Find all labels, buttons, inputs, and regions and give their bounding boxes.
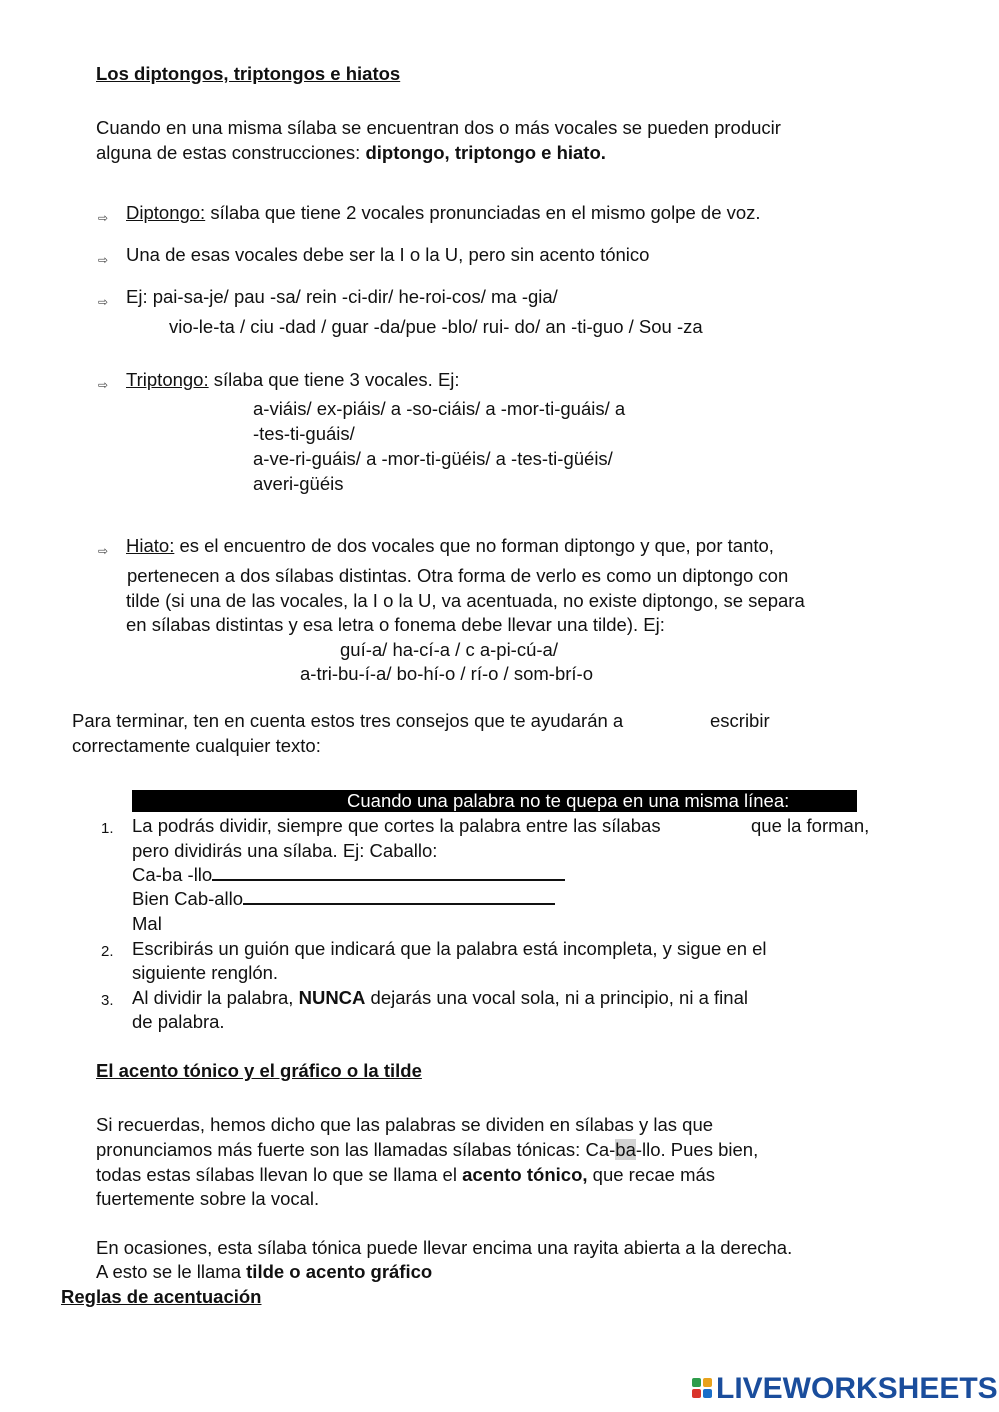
consejo-1-example-2 [132, 886, 555, 911]
intro-bold-terms: diptongo, triptongo e hiato. [365, 142, 606, 163]
highlight-bar [132, 790, 857, 812]
diptongo-def: sílaba que tiene 2 vocales pronunciadas en el mismo golpe de voz. [205, 202, 761, 223]
section-title-reglas: Reglas de acentuación [61, 1286, 262, 1307]
intro-text: alguna de estas construcciones: [96, 142, 366, 163]
arrow-bullet-icon: ⇨ [98, 211, 109, 225]
arrow-bullet-icon: ⇨ [98, 295, 109, 309]
hiato-example-1: guí-a/ ha-cí-a / c a-pi-cú-a/ [340, 639, 558, 660]
acento-p2-line-1: En ocasiones, esta sílaba tónica puede llevar encima una rayita abierta a la derecha. [96, 1237, 793, 1258]
consejo-3-bold: NUNCA [298, 987, 366, 1008]
acento-text: pronunciamos más fuerte son las llamadas sílabas tónicas: Ca- [96, 1139, 616, 1160]
triptongo-example-3: a-ve-ri-guáis/ a -mor-ti-güéis/ a -tes-ti-güéis/ [253, 448, 613, 469]
answer-blank-1[interactable] [212, 863, 565, 881]
hiato-line-2: pertenecen a dos sílabas distintas. Otra forma de verlo es como un diptongo con [127, 565, 789, 586]
acento-p1-line-4: fuertemente sobre la vocal. [96, 1188, 320, 1209]
liveworksheets-logo [692, 1372, 998, 1404]
triptongo-def: sílaba que tiene 3 vocales. Ej: [208, 369, 460, 390]
hiato-line-3: tilde (si una de las vocales, la I o la U, va acentuada, no existe diptongo, se separa [126, 590, 805, 611]
list-number-1: 1. [101, 820, 114, 837]
hiato-def: es el encuentro de dos vocales que no forman diptongo y que, por tanto, [174, 535, 774, 556]
consejos-intro-1a: Para terminar, ten en cuenta estos tres consejos que te ayudarán a [72, 710, 624, 731]
hiato-term: Hiato: [126, 535, 175, 556]
triptongo-definition [126, 367, 460, 392]
triptongo-example-1: a-viáis/ ex-piáis/ a -so-ciáis/ a -mor-ti-guáis/ a [253, 398, 626, 419]
triptongo-term: Triptongo: [126, 369, 209, 390]
diptongo-rule: Una de esas vocales debe ser la I o la U, pero sin acento tónico [126, 244, 650, 265]
list-number-3: 3. [101, 992, 114, 1009]
diptongo-definition [126, 200, 761, 225]
hiato-definition [126, 533, 774, 558]
highlighted-syllable: ba [615, 1139, 636, 1160]
diptongo-examples-2: vio-le-ta / ciu -dad / guar -da/pue -blo/ rui- do/ an -ti-guo / Sou -za [169, 316, 703, 337]
hiato-example-2: a-tri-bu-í-a/ bo-hí-o / rí-o / som-brí-o [300, 663, 593, 684]
consejo-1-line-1a: La podrás dividir, siempre que cortes la palabra entre las sílabas [132, 815, 661, 836]
consejo-1-example-3: Mal [132, 913, 162, 934]
intro-line-2 [96, 140, 606, 165]
consejo-2-line-1: Escribirás un guión que indicará que la palabra está incompleta, y sigue en el [132, 938, 767, 959]
example-text: Bien Cab-allo [132, 888, 244, 909]
acento-text: que recae más [587, 1164, 716, 1185]
triptongo-example-2: -tes-ti-guáis/ [253, 423, 355, 444]
liveworksheets-logo-text: LIVEWORKSHEETS [716, 1371, 998, 1405]
logo-square [703, 1389, 712, 1398]
acento-bold-term: acento tónico, [462, 1164, 588, 1185]
consejo-1-line-1b: que la forman, [751, 815, 870, 836]
logo-square [703, 1378, 712, 1387]
page-title: Los diptongos, triptongos e hiatos [96, 63, 401, 84]
consejo-3-text: Al dividir la palabra, [132, 987, 299, 1008]
acento-p1-line-3 [96, 1162, 715, 1187]
diptongo-term: Diptongo: [126, 202, 206, 223]
consejos-intro-2: correctamente cualquier texto: [72, 735, 321, 756]
arrow-bullet-icon: ⇨ [98, 253, 109, 267]
acento-text: -llo. Pues bien, [635, 1139, 759, 1160]
acento-p1-line-2 [96, 1137, 758, 1162]
acento-bold-term: tilde o acento gráfico [246, 1261, 433, 1282]
acento-p1-line-1: Si recuerdas, hemos dicho que las palabras se dividen en sílabas y las que [96, 1114, 714, 1135]
highlight-bar-text: Cuando una palabra no te quepa en una misma línea: [347, 790, 790, 811]
consejo-1-line-2: pero dividirás una sílaba. Ej: Caballo: [132, 840, 438, 861]
section-title-acento: El acento tónico y el gráfico o la tilde [96, 1060, 422, 1081]
intro-line-1: Cuando en una misma sílaba se encuentran dos o más vocales se pueden producir [96, 117, 781, 138]
triptongo-example-4: averi-güéis [253, 473, 344, 494]
acento-p2-line-2 [96, 1259, 432, 1284]
consejo-1-example-1 [132, 862, 565, 887]
consejo-3-line-1 [132, 985, 748, 1010]
liveworksheets-mark-icon [692, 1378, 712, 1398]
acento-text: todas estas sílabas llevan lo que se llama el [96, 1164, 463, 1185]
arrow-bullet-icon: ⇨ [98, 378, 109, 392]
consejos-intro-1b: escribir [710, 710, 770, 731]
consejo-2-line-2: siguiente renglón. [132, 962, 279, 983]
logo-square [692, 1389, 701, 1398]
answer-blank-2[interactable] [243, 887, 555, 905]
diptongo-examples-1: Ej: pai-sa-je/ pau -sa/ rein -ci-dir/ he-roi-cos/ ma -gia/ [126, 286, 558, 307]
arrow-bullet-icon: ⇨ [98, 544, 109, 558]
acento-text: A esto se le llama [96, 1261, 247, 1282]
example-text: Ca-ba -llo [132, 864, 213, 885]
consejo-3-line-2: de palabra. [132, 1011, 225, 1032]
consejo-3-text: dejarás una vocal sola, ni a principio, ni a final [365, 987, 748, 1008]
logo-square [692, 1378, 701, 1387]
hiato-line-4: en sílabas distintas y esa letra o fonema debe llevar una tilde). Ej: [126, 614, 665, 635]
list-number-2: 2. [101, 943, 114, 960]
